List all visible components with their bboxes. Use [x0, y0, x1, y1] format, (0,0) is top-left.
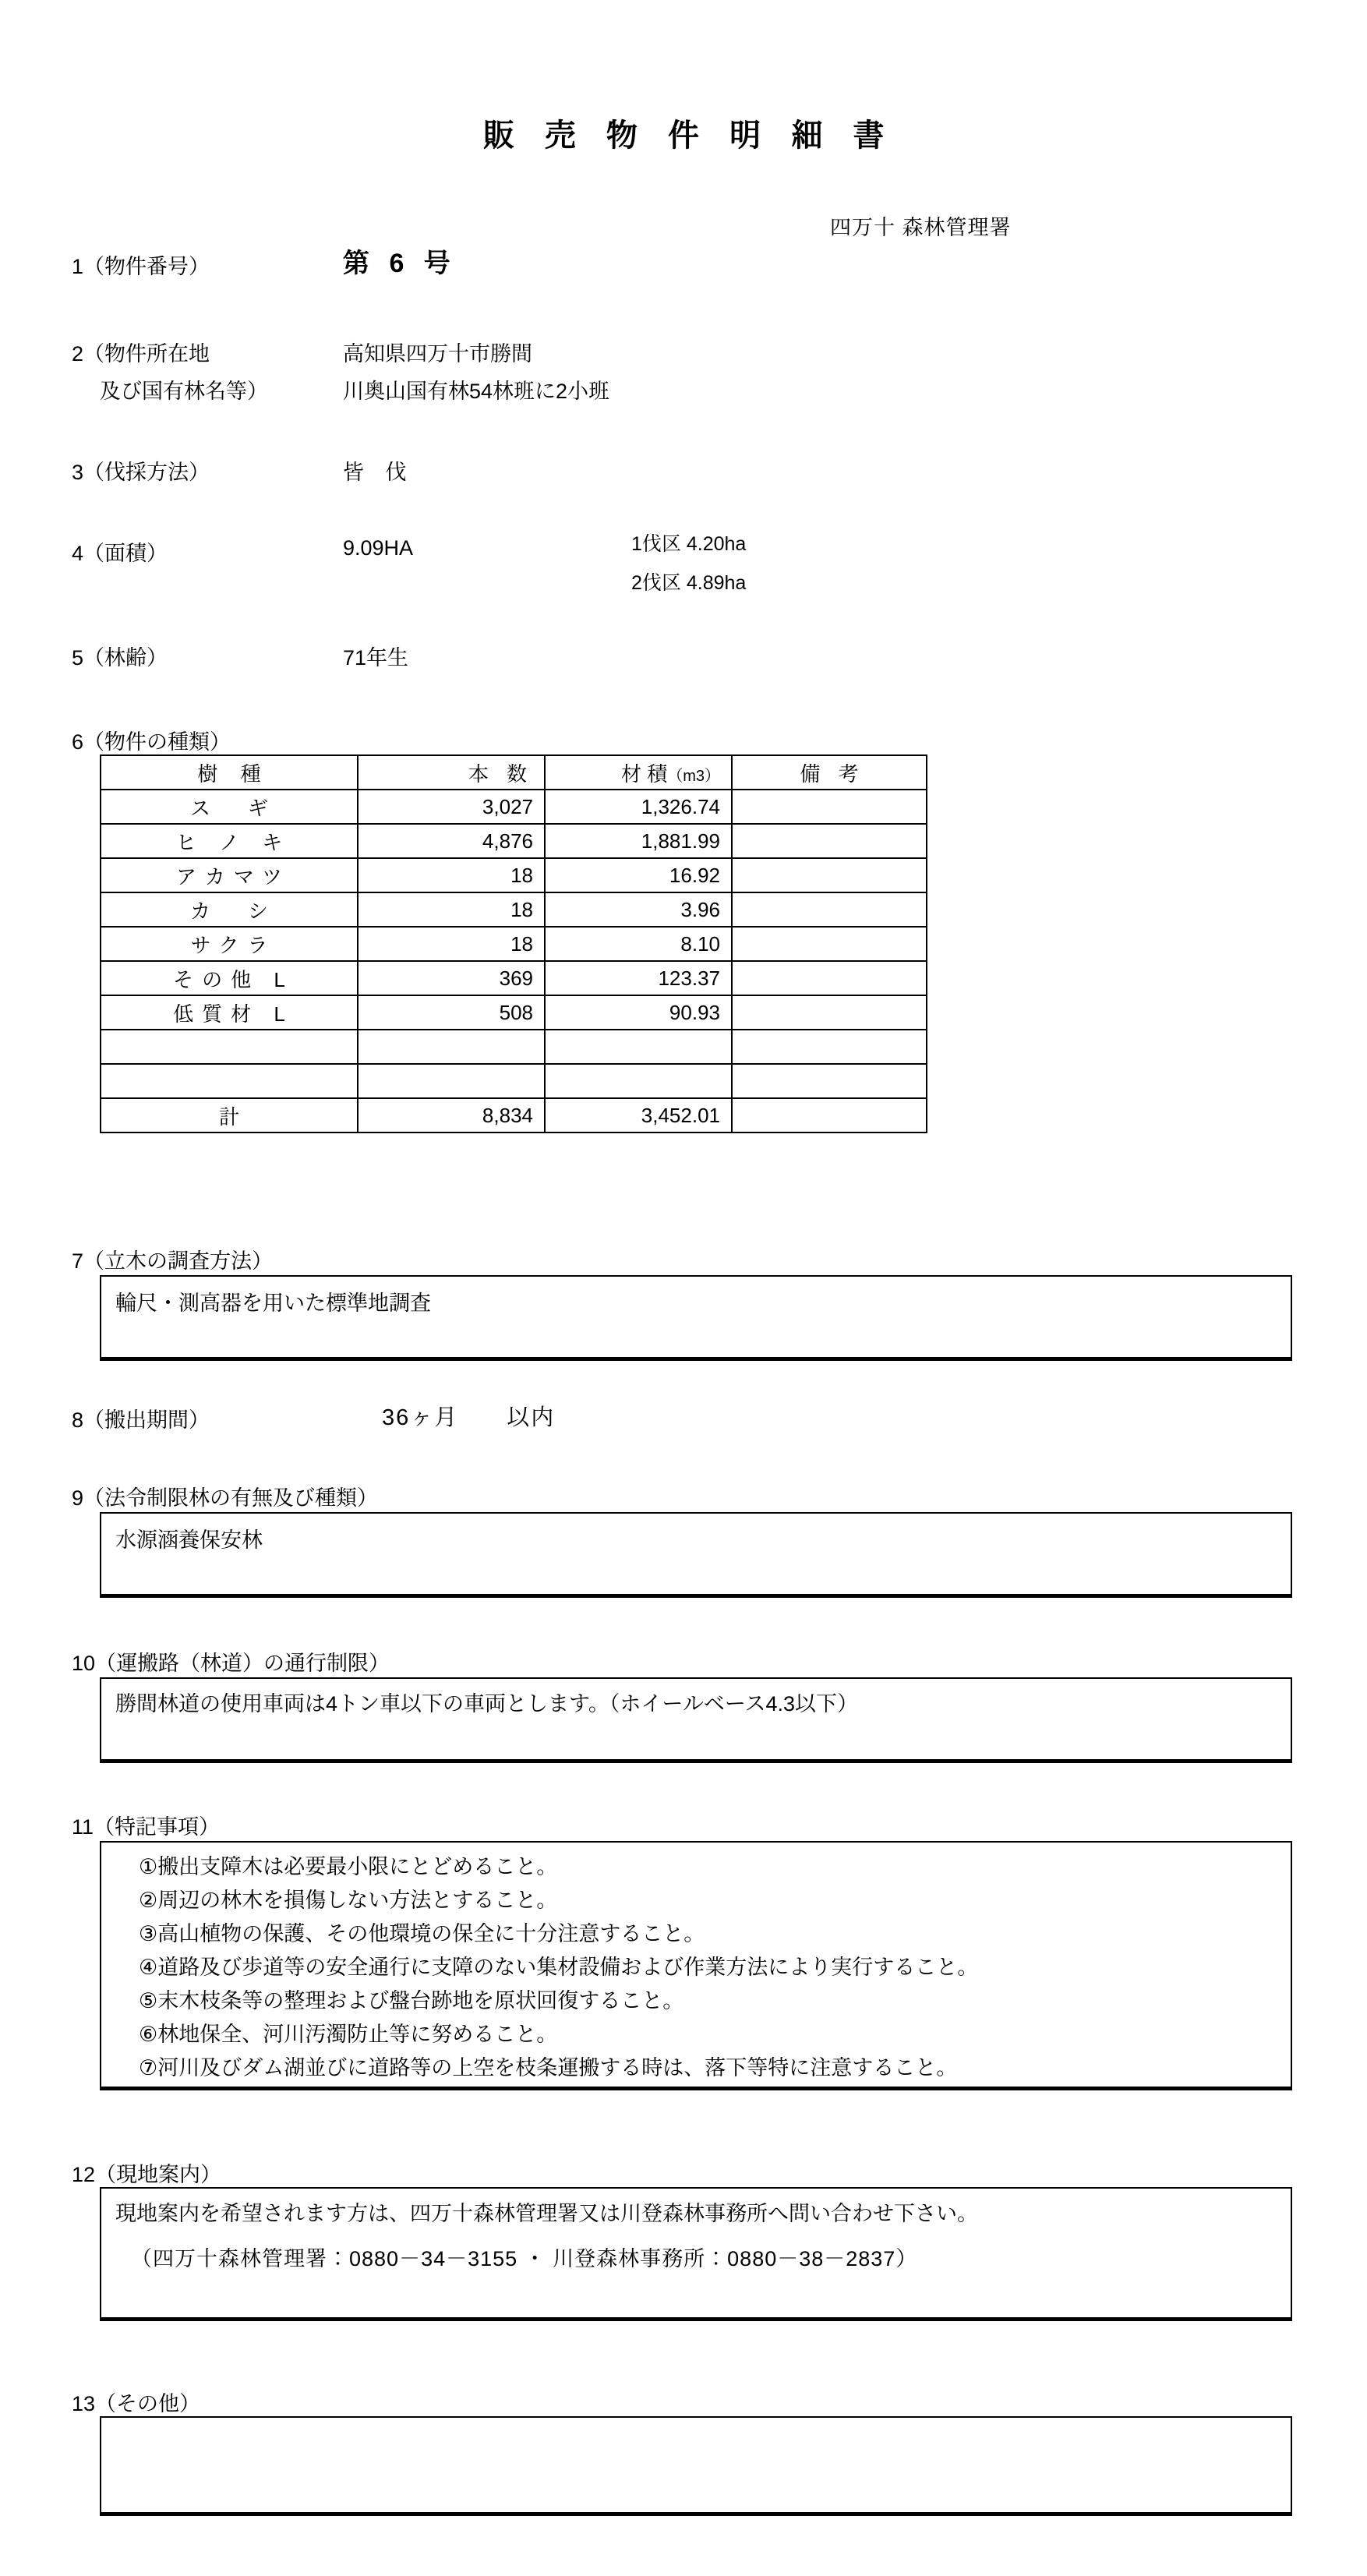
header-volume — [545, 755, 732, 790]
value-road-restriction: 勝間林道の使用車両は4トン車以下の車両とします。（ホイールベース4.3以下） — [115, 1692, 858, 1716]
list-item: ①搬出支障木は必要最小限にとどめること。 — [139, 1855, 558, 1878]
cell-total-label: 計 — [101, 1098, 358, 1133]
header-species: 樹 種 — [101, 755, 358, 790]
table-row-empty — [101, 1064, 927, 1098]
cell-count: 3,027 — [358, 790, 545, 824]
value-site-guidance-contacts: （四万十森林管理署：0880－34－3155 ・ 川登森林事務所：0880－38－2837） — [131, 2247, 918, 2270]
cell-count: 18 — [358, 927, 545, 961]
header-tree-count: 本 数 — [358, 755, 545, 790]
forest-office-name: 四万十 森林管理署 — [830, 216, 1012, 239]
label-location-line2: 及び国有林名等） — [100, 380, 268, 403]
cell-species: その他 L — [101, 961, 358, 995]
cell-total-count: 8,834 — [358, 1098, 545, 1133]
label-area: 4（面積） — [72, 542, 168, 565]
cell-species: ス ギ — [101, 790, 358, 824]
cell-remarks — [732, 995, 927, 1030]
table-row-empty — [101, 1030, 927, 1064]
cell-count: 369 — [358, 961, 545, 995]
cell-count: 508 — [358, 995, 545, 1030]
cell-remarks — [732, 961, 927, 995]
cell-volume: 8.10 — [545, 927, 732, 961]
box-legal-restriction — [100, 1512, 1292, 1598]
cell-volume: 16.92 — [545, 858, 732, 892]
value-location-forest: 川奥山国有林54林班に2小班 — [343, 380, 610, 403]
table-header-row — [101, 755, 927, 790]
value-legal-restriction: 水源涵養保安林 — [115, 1528, 263, 1552]
label-road-restriction: 10（運搬路（林道）の通行制限） — [72, 1652, 390, 1675]
special-notes-list — [139, 1850, 978, 2085]
cell-count — [358, 1030, 545, 1064]
value-survey-method: 輪尺・測高器を用いた標準地調査 — [115, 1292, 431, 1315]
cell-species — [101, 1030, 358, 1064]
cell-count: 4,876 — [358, 824, 545, 858]
list-item: ⑥林地保全、河川汚濁防止等に努めること。 — [139, 2023, 558, 2046]
cell-total-remarks — [732, 1098, 927, 1133]
label-stand-age: 5（林齢） — [72, 646, 168, 670]
value-area-block2: 2伐区 4.89ha — [631, 572, 747, 594]
value-logging-method: 皆 伐 — [343, 461, 415, 484]
label-special-notes: 11（特記事項） — [72, 1815, 221, 1839]
cell-count: 18 — [358, 858, 545, 892]
label-location-line1: 2（物件所在地 — [72, 342, 210, 366]
table-row — [101, 824, 927, 858]
label-legal-restriction: 9（法令制限林の有無及び種類） — [72, 1486, 379, 1510]
cell-volume — [545, 1030, 732, 1064]
table-row — [101, 790, 927, 824]
list-item: ④道路及び歩道等の安全通行に支障のない集材設備および作業方法により実行すること。 — [139, 1956, 979, 1979]
cell-species: ヒ ノ キ — [101, 824, 358, 858]
table-row — [101, 927, 927, 961]
label-haulage-period: 8（搬出期間） — [72, 1408, 210, 1432]
value-property-number: 第 6 号 — [343, 249, 457, 278]
cell-remarks — [732, 892, 927, 927]
cell-count: 18 — [358, 892, 545, 927]
cell-count — [358, 1064, 545, 1098]
table-row — [101, 961, 927, 995]
cell-species: カ シ — [101, 892, 358, 927]
cell-volume: 90.93 — [545, 995, 732, 1030]
header-volume-unit: （m3） — [667, 767, 720, 785]
cell-species: アカマツ — [101, 858, 358, 892]
label-other: 13（その他） — [72, 2392, 201, 2415]
label-survey-method: 7（立木の調査方法） — [72, 1249, 274, 1273]
value-area-block1: 1伐区 4.20ha — [631, 533, 747, 555]
label-site-guidance: 12（現地案内） — [72, 2163, 222, 2186]
list-item: ③高山植物の保護、その他環境の保全に十分注意すること。 — [139, 1922, 705, 1945]
page-title: 販 売 物 件 明 細 書 — [482, 118, 895, 153]
cell-volume — [545, 1064, 732, 1098]
cell-remarks — [732, 927, 927, 961]
box-other — [100, 2416, 1292, 2516]
cell-volume: 1,326.74 — [545, 790, 732, 824]
label-property-types: 6（物件の種類） — [72, 730, 231, 754]
cell-remarks — [732, 1064, 927, 1098]
cell-volume: 123.37 — [545, 961, 732, 995]
cell-volume: 1,881.99 — [545, 824, 732, 858]
cell-species: サクラ — [101, 927, 358, 961]
cell-species — [101, 1064, 358, 1098]
species-table — [100, 754, 927, 1133]
value-site-guidance-text: 現地案内を希望されます方は、四万十森林管理署又は川登森林事務所へ問い合わせ下さい。 — [115, 2202, 978, 2225]
cell-remarks — [732, 1030, 927, 1064]
header-remarks: 備 考 — [732, 755, 927, 790]
table-row-total — [101, 1098, 927, 1133]
table-row — [101, 858, 927, 892]
value-stand-age: 71年生 — [343, 646, 409, 670]
list-item: ②周辺の林木を損傷しない方法とすること。 — [139, 1889, 558, 1912]
value-location-address: 高知県四万十市勝間 — [343, 342, 532, 366]
cell-species: 低質材 L — [101, 995, 358, 1030]
list-item: ⑤末木枝条等の整理および盤台跡地を原状回復すること。 — [139, 1989, 684, 2012]
list-item: ⑦河川及びダム湖並びに道路等の上空を枝条運搬する時は、落下等特に注意すること。 — [139, 2056, 958, 2080]
cell-remarks — [732, 824, 927, 858]
label-property-number: 1（物件番号） — [72, 255, 210, 278]
value-haulage-period: 36ヶ月 以内 — [382, 1405, 556, 1430]
value-area-total: 9.09HA — [343, 536, 414, 560]
header-volume-text: 材 積 — [620, 761, 668, 786]
table-row — [101, 892, 927, 927]
label-logging-method: 3（伐採方法） — [72, 461, 210, 484]
table-row — [101, 995, 927, 1030]
cell-volume: 3.96 — [545, 892, 732, 927]
cell-remarks — [732, 858, 927, 892]
cell-remarks — [732, 790, 927, 824]
cell-total-volume: 3,452.01 — [545, 1098, 732, 1133]
